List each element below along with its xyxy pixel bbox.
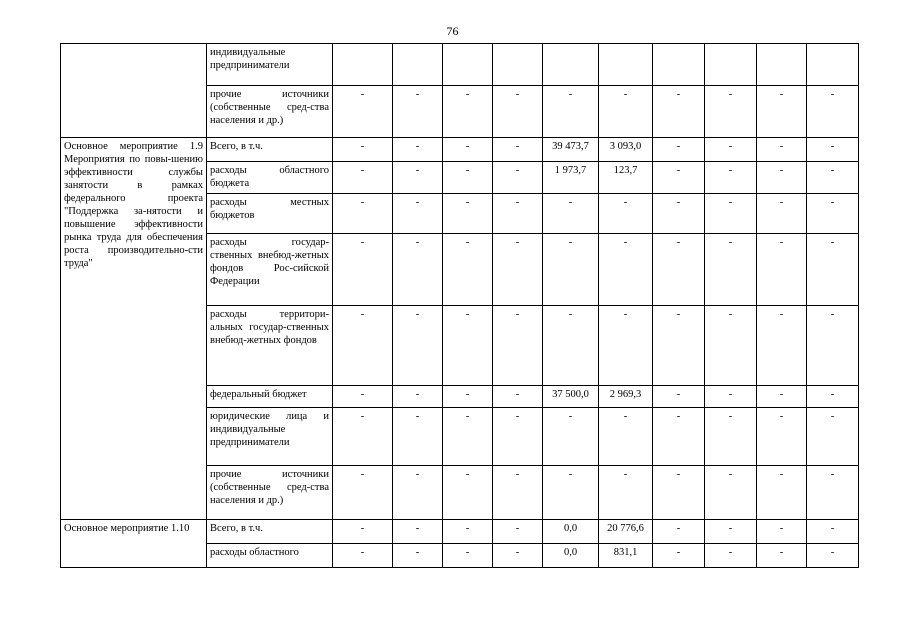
value-cell: - xyxy=(705,306,757,386)
value-cell xyxy=(493,44,543,86)
value-cell: - xyxy=(705,194,757,234)
value-cell: - xyxy=(757,386,807,408)
value-cell: - xyxy=(807,408,859,466)
value-cell: - xyxy=(493,86,543,138)
value-cell: - xyxy=(393,466,443,520)
value-cell: - xyxy=(757,162,807,194)
value-cell: - xyxy=(599,408,653,466)
value-cell: - xyxy=(807,234,859,306)
funding-source-cell: расходы государ-ственных внебюд-жетных фондов Рос-сийской Федерации xyxy=(207,234,333,306)
value-cell: - xyxy=(653,138,705,162)
value-cell: - xyxy=(333,194,393,234)
value-cell: - xyxy=(807,86,859,138)
value-cell: - xyxy=(757,194,807,234)
value-cell: - xyxy=(653,162,705,194)
value-cell: - xyxy=(493,194,543,234)
value-cell: - xyxy=(757,520,807,544)
value-cell: - xyxy=(705,466,757,520)
value-cell: 123,7 xyxy=(599,162,653,194)
value-cell: 0,0 xyxy=(543,544,599,568)
value-cell: - xyxy=(393,162,443,194)
value-cell: - xyxy=(333,162,393,194)
funding-source-cell: расходы областного бюджета xyxy=(207,162,333,194)
value-cell: - xyxy=(705,544,757,568)
value-cell: - xyxy=(393,234,443,306)
budget-table xyxy=(60,43,859,568)
value-cell xyxy=(333,44,393,86)
value-cell: - xyxy=(333,466,393,520)
value-cell: - xyxy=(653,466,705,520)
value-cell: - xyxy=(599,194,653,234)
funding-source-cell: индивидуальные предприниматели xyxy=(207,44,333,86)
value-cell: - xyxy=(807,466,859,520)
value-cell: 3 093,0 xyxy=(599,138,653,162)
value-cell: - xyxy=(705,86,757,138)
value-cell: - xyxy=(543,194,599,234)
value-cell: 37 500,0 xyxy=(543,386,599,408)
value-cell: - xyxy=(653,544,705,568)
funding-source-cell: расходы местных бюджетов xyxy=(207,194,333,234)
value-cell: 0,0 xyxy=(543,520,599,544)
funding-source-cell: расходы территори-альных государ-ственных внебюд-жетных фондов xyxy=(207,306,333,386)
value-cell: - xyxy=(443,520,493,544)
value-cell: - xyxy=(333,234,393,306)
value-cell: - xyxy=(443,386,493,408)
table-body xyxy=(61,44,859,568)
value-cell: - xyxy=(393,544,443,568)
value-cell: - xyxy=(653,306,705,386)
value-cell: - xyxy=(393,86,443,138)
value-cell: - xyxy=(807,162,859,194)
value-cell: - xyxy=(543,86,599,138)
value-cell: - xyxy=(653,408,705,466)
value-cell: - xyxy=(543,234,599,306)
value-cell: - xyxy=(543,306,599,386)
value-cell: - xyxy=(393,306,443,386)
value-cell: - xyxy=(543,466,599,520)
value-cell: - xyxy=(393,138,443,162)
funding-source-cell: расходы областного xyxy=(207,544,333,568)
value-cell: - xyxy=(757,544,807,568)
value-cell: - xyxy=(543,408,599,466)
value-cell: - xyxy=(493,544,543,568)
value-cell: - xyxy=(705,520,757,544)
funding-source-cell: юридические лица и индивидуальные предприниматели xyxy=(207,408,333,466)
value-cell: - xyxy=(493,466,543,520)
value-cell: - xyxy=(599,466,653,520)
value-cell: - xyxy=(599,234,653,306)
value-cell: - xyxy=(493,520,543,544)
value-cell: - xyxy=(493,162,543,194)
value-cell: - xyxy=(757,138,807,162)
value-cell: - xyxy=(443,408,493,466)
page-number: 76 xyxy=(446,24,459,38)
value-cell: 831,1 xyxy=(599,544,653,568)
value-cell: - xyxy=(807,194,859,234)
table-row xyxy=(61,138,859,162)
value-cell: - xyxy=(493,386,543,408)
value-cell: - xyxy=(757,234,807,306)
value-cell: - xyxy=(393,194,443,234)
table-row xyxy=(61,520,859,544)
value-cell: - xyxy=(653,520,705,544)
value-cell: - xyxy=(333,306,393,386)
value-cell: - xyxy=(333,86,393,138)
funding-source-cell: Всего, в т.ч. xyxy=(207,138,333,162)
value-cell: - xyxy=(443,138,493,162)
value-cell: - xyxy=(653,194,705,234)
value-cell xyxy=(443,44,493,86)
value-cell: - xyxy=(705,138,757,162)
value-cell: - xyxy=(443,86,493,138)
value-cell: 39 473,7 xyxy=(543,138,599,162)
funding-source-cell: прочие источники (собственные сред-ства населения и др.) xyxy=(207,86,333,138)
value-cell: - xyxy=(653,234,705,306)
value-cell: - xyxy=(807,138,859,162)
value-cell: - xyxy=(493,138,543,162)
value-cell xyxy=(543,44,599,86)
value-cell: - xyxy=(653,386,705,408)
value-cell: - xyxy=(653,86,705,138)
value-cell xyxy=(757,44,807,86)
value-cell: - xyxy=(705,162,757,194)
value-cell: - xyxy=(757,86,807,138)
value-cell xyxy=(653,44,705,86)
value-cell: - xyxy=(393,408,443,466)
value-cell: - xyxy=(443,544,493,568)
value-cell: - xyxy=(443,466,493,520)
value-cell: - xyxy=(807,544,859,568)
value-cell: - xyxy=(333,520,393,544)
value-cell xyxy=(393,44,443,86)
value-cell xyxy=(599,44,653,86)
value-cell: - xyxy=(757,466,807,520)
value-cell: - xyxy=(333,138,393,162)
value-cell: - xyxy=(705,408,757,466)
value-cell: - xyxy=(493,408,543,466)
value-cell: - xyxy=(493,234,543,306)
funding-source-cell: федеральный бюджет xyxy=(207,386,333,408)
value-cell: 1 973,7 xyxy=(543,162,599,194)
value-cell: - xyxy=(393,386,443,408)
value-cell: - xyxy=(807,386,859,408)
value-cell: - xyxy=(757,408,807,466)
value-cell: - xyxy=(705,386,757,408)
value-cell xyxy=(807,44,859,86)
value-cell: - xyxy=(443,162,493,194)
value-cell: 20 776,6 xyxy=(599,520,653,544)
value-cell: - xyxy=(443,306,493,386)
funding-source-cell: прочие источники (собственные сред-ства населения и др.) xyxy=(207,466,333,520)
funding-source-cell: Всего, в т.ч. xyxy=(207,520,333,544)
table-row xyxy=(61,44,859,86)
measure-cell xyxy=(61,44,207,138)
value-cell: - xyxy=(443,234,493,306)
value-cell: - xyxy=(807,520,859,544)
value-cell: - xyxy=(493,306,543,386)
value-cell: - xyxy=(705,234,757,306)
value-cell: - xyxy=(333,544,393,568)
value-cell: - xyxy=(807,306,859,386)
measure-cell: Основное мероприятие 1.10 xyxy=(61,520,207,568)
value-cell: - xyxy=(443,194,493,234)
value-cell: - xyxy=(333,408,393,466)
value-cell: - xyxy=(393,520,443,544)
value-cell: - xyxy=(333,386,393,408)
value-cell: - xyxy=(599,306,653,386)
value-cell: - xyxy=(757,306,807,386)
value-cell: 2 969,3 xyxy=(599,386,653,408)
value-cell: - xyxy=(599,86,653,138)
value-cell xyxy=(705,44,757,86)
measure-cell: Основное мероприятие 1.9 Мероприятия по повы-шению эффективности службы занятости в рамках федерального проекта "Поддержка за-нятости и повышение эффективности рынка труда для обеспечения роста производительно-сти труда" xyxy=(61,138,207,520)
